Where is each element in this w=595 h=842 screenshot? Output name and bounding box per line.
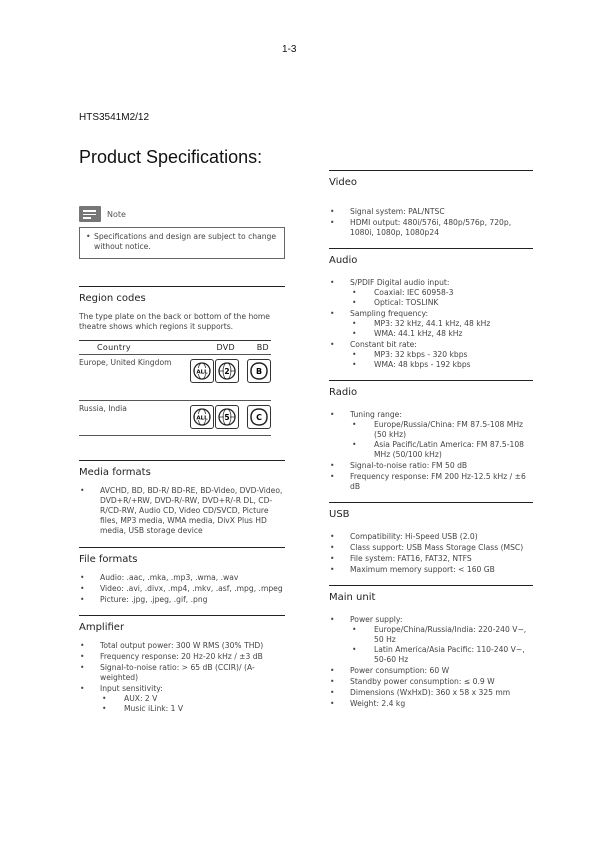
- file-section: [79, 547, 285, 605]
- bd-cell: [239, 401, 271, 436]
- list-item: [329, 340, 533, 370]
- list-item: • Audio: .aac, .mka, .mp3, .wma, .wav: [79, 573, 285, 583]
- file-heading: File formats: [79, 547, 285, 565]
- list-item: • File system: FAT16, FAT32, NTFS: [329, 554, 533, 564]
- list-item: • Signal-to-noise ratio: > 65 dB (CCIR)/ (A-weighted): [79, 663, 285, 683]
- sub-item: • Optical: TOSLINK: [350, 298, 533, 308]
- list-item: • Power consumption: 60 W: [329, 666, 533, 676]
- table-row: [79, 355, 271, 401]
- bd-region-b-icon: [247, 359, 271, 383]
- amplifier-heading: Amplifier: [79, 615, 285, 633]
- list-item: • Standby power consumption: ≤ 0.9 W: [329, 677, 533, 687]
- audio-heading: Audio: [329, 248, 533, 266]
- sub-item: • Europe/China/Russia/India: 220-240 V~, 50 Hz: [350, 625, 533, 645]
- dvd-region-5-icon: [215, 405, 239, 429]
- dvd-code-label: 5: [224, 412, 230, 422]
- sub-item: • MP3: 32 kbps - 320 kbps: [350, 350, 533, 360]
- dvd-region-all-icon: [190, 405, 214, 429]
- main-unit-section: [329, 585, 533, 709]
- country-cell: Europe, United Kingdom: [79, 355, 177, 401]
- list-item: • Class support: USB Mass Storage Class (MSC): [329, 543, 533, 553]
- bd-header: BD: [239, 341, 271, 355]
- model-number: HTS3541M2/12: [79, 112, 150, 123]
- note-icon: [79, 206, 101, 222]
- right-column: [329, 170, 533, 710]
- bd-code-label: C: [256, 413, 262, 422]
- left-column: [79, 206, 285, 715]
- list-item: • Signal system: PAL/NTSC: [329, 207, 533, 217]
- audio-section: [329, 248, 533, 370]
- media-heading: Media formats: [79, 460, 285, 478]
- list-item: • Dimensions (WxHxD): 360 x 58 x 325 mm: [329, 688, 533, 698]
- page-number: 1-3: [282, 44, 297, 55]
- note-box: [79, 227, 285, 259]
- tuning-label: Tuning range:: [350, 410, 402, 419]
- sampling-label: Sampling frequency:: [350, 309, 429, 318]
- note-label: Note: [107, 209, 126, 219]
- region-section: [79, 286, 285, 436]
- usb-section: [329, 502, 533, 575]
- region-table: [79, 340, 271, 436]
- sub-item: • Latin America/Asia Pacific: 110-240 V~, 50-60 Hz: [350, 645, 533, 665]
- region-heading: Region codes: [79, 286, 285, 304]
- bd-region-c-icon: [247, 405, 271, 429]
- country-cell: Russia, India: [79, 401, 177, 436]
- sub-item: • Europe/Russia/China: FM 87.5-108 MHz (50 kHz): [350, 420, 533, 440]
- spdif-label: S/PDIF Digital audio input:: [350, 278, 450, 287]
- usb-heading: USB: [329, 502, 533, 520]
- dvd-region-all-icon: [190, 359, 214, 383]
- list-item: [329, 410, 533, 460]
- radio-section: [329, 380, 533, 492]
- sub-item: • Coaxial: IEC 60958-3: [350, 288, 533, 298]
- list-item: • HDMI output: 480i/576i, 480p/576p, 720p, 1080i, 1080p, 1080p24: [329, 218, 533, 238]
- sub-item: • WMA: 48 kbps - 192 kbps: [350, 360, 533, 370]
- power-supply-label: Power supply:: [350, 615, 403, 624]
- dvd-cell: [177, 355, 239, 401]
- list-item: • Signal-to-noise ratio: FM 50 dB: [329, 461, 533, 471]
- region-text: The type plate on the back or bottom of the home theatre shows which regions it supports.: [79, 312, 270, 331]
- list-item: • Maximum memory support: < 160 GB: [329, 565, 533, 575]
- list-item: [329, 278, 533, 308]
- input-sensitivity-label: Input sensitivity:: [100, 684, 163, 693]
- list-item: [79, 684, 285, 714]
- dvd-header: DVD: [177, 341, 239, 355]
- video-heading: Video: [329, 170, 533, 188]
- list-item: • AVCHD, BD, BD-R/ BD-RE, BD-Video, DVD-Video, DVD+R/+RW, DVD-R/-RW, DVD+R/-R DL, CD-R/CD-RW, Audio CD, Video CD/SVCD, Picture files, MP3 media, WMA media, DivX Plus HD media, USB storage device: [79, 486, 285, 536]
- dvd-code-label: ALL: [196, 369, 208, 376]
- sub-item: • WMA: 44.1 kHz, 48 kHz: [350, 329, 533, 339]
- list-item: • Frequency response: 20 Hz-20 kHz / ±3 dB: [79, 652, 285, 662]
- table-row: [79, 401, 271, 436]
- bd-cell: [239, 355, 271, 401]
- radio-heading: Radio: [329, 380, 533, 398]
- amplifier-section: [79, 615, 285, 714]
- list-item: [329, 309, 533, 339]
- list-item: • Video: .avi, .divx, .mp4, .mkv, .asf, .mpg, .mpeg: [79, 584, 285, 594]
- list-item: • Weight: 2.4 kg: [329, 699, 533, 709]
- video-section: [329, 170, 533, 238]
- bitrate-label: Constant bit rate:: [350, 340, 417, 349]
- note-item: • Specifications and design are subject to change without notice.: [86, 232, 278, 252]
- list-item: • Picture: .jpg, .jpeg, .gif, .png: [79, 595, 285, 605]
- sub-item: • Asia Pacific/Latin America: FM 87.5-108 MHz (50/100 kHz): [350, 440, 533, 460]
- main-unit-heading: Main unit: [329, 585, 533, 603]
- media-section: [79, 460, 285, 536]
- bd-code-label: B: [255, 367, 263, 376]
- note-section: [79, 206, 285, 259]
- country-header: Country: [79, 341, 177, 355]
- sub-item: • MP3: 32 kHz, 44.1 kHz, 48 kHz: [350, 319, 533, 329]
- sub-item: • Music iLink: 1 V: [100, 704, 285, 714]
- page-title: Product Specifications:: [79, 147, 263, 167]
- dvd-region-2-icon: [215, 359, 239, 383]
- list-item: • Compatibility: Hi-Speed USB (2.0): [329, 532, 533, 542]
- dvd-cell: [177, 401, 239, 436]
- list-item: • Total output power: 300 W RMS (30% THD): [79, 641, 285, 651]
- sub-item: • AUX: 2 V: [100, 694, 285, 704]
- list-item: [329, 615, 533, 665]
- dvd-code-label: 2: [224, 366, 230, 376]
- list-item: • Frequency response: FM 200 Hz-12.5 kHz / ±6 dB: [329, 472, 533, 492]
- dvd-code-label: ALL: [196, 415, 208, 422]
